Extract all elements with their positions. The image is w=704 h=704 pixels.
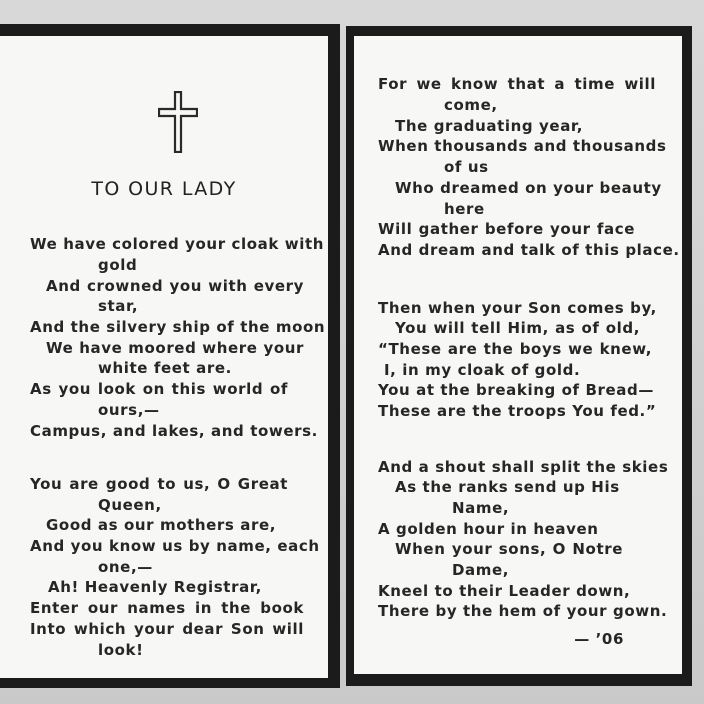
poem-line: The graduating year,	[395, 117, 584, 135]
poem-line: Kneel to their Leader down,	[378, 582, 631, 600]
poem-line: Who dreamed on your beauty	[395, 179, 662, 197]
poem-line: Enter our names in the book	[30, 599, 304, 617]
poem-line: As the ranks send up His	[395, 478, 620, 496]
cross-icon	[158, 91, 198, 153]
poem-line: of us	[444, 158, 489, 176]
poem-line: We have colored your cloak with	[30, 235, 325, 253]
poem-line: There by the hem of your gown.	[378, 602, 668, 620]
poem-line: I, in my cloak of gold.	[384, 361, 581, 379]
poem-line: We have moored where your	[46, 339, 304, 357]
poem-line: ours,—	[98, 401, 160, 419]
poem-line: look!	[98, 641, 144, 659]
poem-line: Good as our mothers are,	[46, 516, 277, 534]
poem-line: Then when your Son comes by,	[378, 299, 657, 317]
poem-line: You will tell Him, as of old,	[395, 319, 640, 337]
poem-line: As you look on this world of	[30, 380, 288, 398]
poem-line: When your sons, O Notre	[395, 540, 623, 558]
poem-line: And crowned you with every	[46, 277, 304, 295]
poem-line: “These are the boys we knew,	[378, 340, 652, 358]
poem-line: come,	[444, 96, 498, 114]
poem-line: Ah! Heavenly Registrar,	[48, 578, 262, 596]
poem-line: When thousands and thousands	[378, 137, 667, 155]
poem-line: These are the troops You fed.”	[378, 402, 657, 420]
poem-line: Dame,	[452, 561, 510, 579]
poem-line: Into which your dear Son will	[30, 620, 304, 638]
poem-title: TO OUR LADY	[91, 178, 237, 200]
right-page	[354, 36, 682, 674]
poem-line: You at the breaking of Bread—	[378, 381, 654, 399]
poem-line: Name,	[452, 499, 510, 517]
poem-line: And the silvery ship of the moon	[30, 318, 326, 336]
left-card-frame	[0, 24, 340, 688]
poem-line: A golden hour in heaven	[378, 520, 599, 538]
poem-line: Queen,	[98, 496, 162, 514]
date-signature: — ’06	[574, 630, 624, 648]
right-card-frame	[346, 26, 692, 686]
left-page	[0, 36, 328, 678]
poem-line: here	[444, 200, 485, 218]
poem-line: white feet are.	[98, 359, 232, 377]
poem-line: And dream and talk of this place.	[378, 241, 680, 259]
poem-line: And you know us by name, each	[30, 537, 320, 555]
poem-line: gold	[98, 256, 138, 274]
poem-line: Will gather before your face	[378, 220, 635, 238]
poem-line: one,—	[98, 558, 153, 576]
poem-line: You are good to us, O Great	[30, 475, 288, 493]
poem-line: star,	[98, 297, 139, 315]
poem-line: And a shout shall split the skies	[378, 458, 669, 476]
poem-line: Campus, and lakes, and towers.	[30, 422, 318, 440]
poem-line: For we know that a time will	[378, 75, 656, 93]
